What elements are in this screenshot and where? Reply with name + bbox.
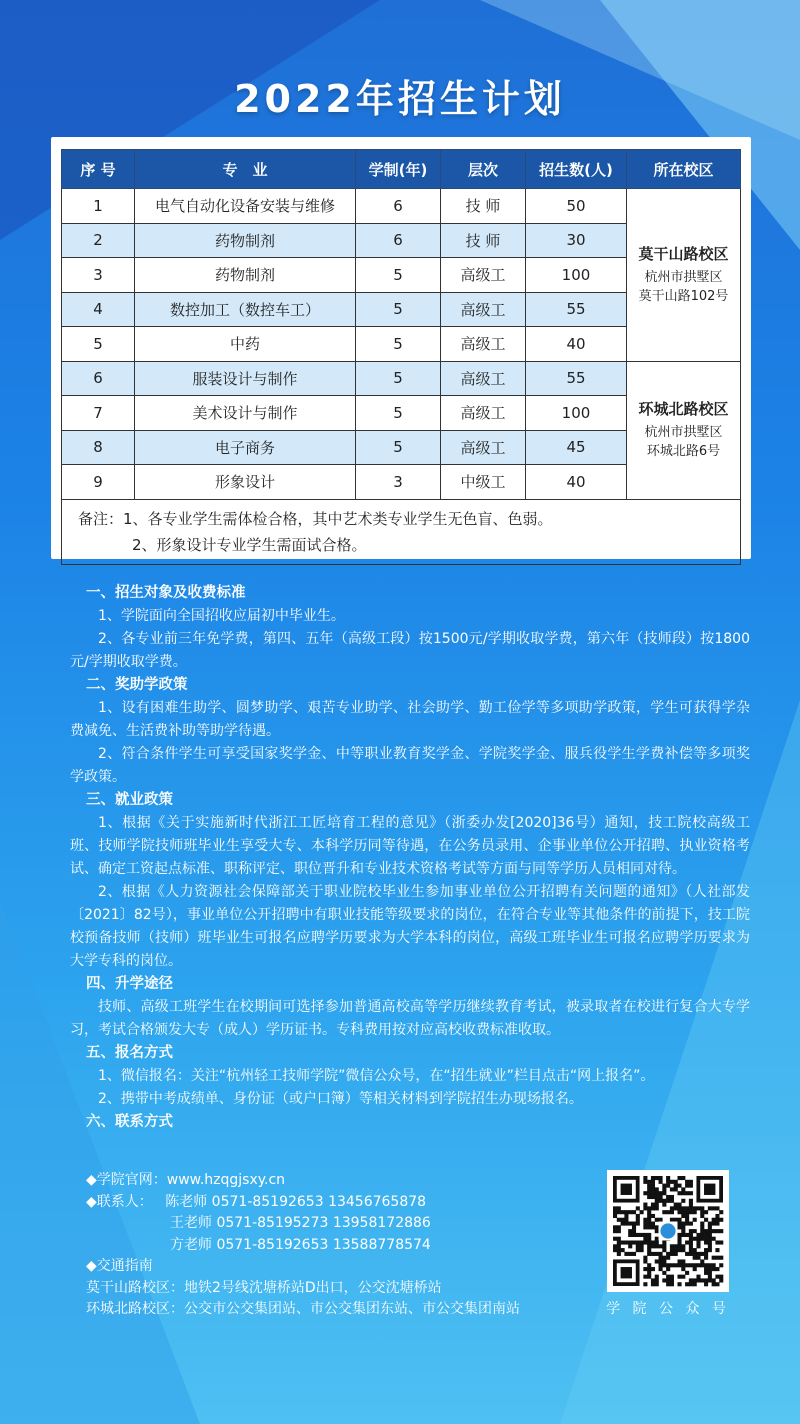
paragraph: 1、设有困难生助学、圆梦助学、艰苦专业助学、社会助学、勤工俭学等多项助学政策，学生可获得学杂费减免、生活费补助等助学待遇。 bbox=[70, 700, 750, 739]
header-major: 专 业 bbox=[135, 150, 356, 189]
cell-level: 高级工 bbox=[441, 292, 526, 327]
website: ◆学院官网：www.hzqgjsxy.cn bbox=[86, 1172, 286, 1188]
qr-caption: 学 院 公 众 号 bbox=[606, 1301, 730, 1317]
cell-level: 高级工 bbox=[441, 258, 526, 293]
cell-no: 3 bbox=[62, 258, 135, 293]
qr-code bbox=[607, 1170, 729, 1292]
header-campus: 所在校区 bbox=[627, 150, 741, 189]
cell-years: 5 bbox=[356, 361, 441, 396]
cell-years: 5 bbox=[356, 258, 441, 293]
campus-name: 莫干山路校区 bbox=[638, 245, 729, 263]
section-title: 二、奖助学政策 bbox=[86, 677, 188, 693]
traffic-line: 莫干山路校区：地铁2号线沈塘桥站D出口，公交沈塘桥站 bbox=[86, 1279, 442, 1296]
cell-no: 7 bbox=[62, 396, 135, 431]
cell-level: 高级工 bbox=[441, 396, 526, 431]
cell-count: 55 bbox=[526, 361, 627, 396]
cell-no: 5 bbox=[62, 327, 135, 362]
contact-person: 陈老师 0571-85192653 13456765878 bbox=[165, 1193, 427, 1210]
cell-level: 高级工 bbox=[441, 327, 526, 362]
cell-years: 6 bbox=[356, 189, 441, 224]
cell-major: 药物制剂 bbox=[135, 223, 356, 258]
contact-row bbox=[86, 1192, 596, 1214]
cell-no: 8 bbox=[62, 430, 135, 465]
paragraph: 2、携带中考成绩单、身份证（或户口簿）等相关材料到学院招生办现场报名。 bbox=[98, 1091, 583, 1107]
contact-person: 王老师 0571-85195273 13958172886 bbox=[170, 1215, 431, 1231]
campus-address-2: 环城北路6号 bbox=[646, 444, 721, 460]
cell-no: 6 bbox=[62, 361, 135, 396]
header-level: 层次 bbox=[441, 150, 526, 189]
cell-count: 55 bbox=[526, 292, 627, 327]
section-title: 三、就业政策 bbox=[86, 792, 173, 808]
cell-major: 形象设计 bbox=[135, 465, 356, 500]
campus-address-2: 莫干山路102号 bbox=[638, 289, 729, 304]
cell-major: 药物制剂 bbox=[135, 258, 356, 293]
campus-mogan bbox=[627, 189, 741, 362]
policy-content bbox=[70, 582, 750, 1134]
cell-major: 服装设计与制作 bbox=[135, 361, 356, 396]
paragraph: 1、微信报名：关注“杭州轻工技师学院”微信公众号，在“招生就业”栏目点击“网上报名”。 bbox=[98, 1068, 655, 1084]
paragraph: 2、各专业前三年免学费，第四、五年（高级工段）按1500元/学期收取学费，第六年（技师段）按1800元/学期收取学费。 bbox=[70, 631, 750, 670]
cell-years: 3 bbox=[356, 465, 441, 500]
paragraph: 2、符合条件学生可享受国家奖学金、中等职业教育奖学金、学院奖学金、服兵役学生学费补偿等多项奖学政策。 bbox=[70, 746, 750, 785]
section-title: 五、报名方式 bbox=[86, 1045, 173, 1061]
cell-years: 6 bbox=[356, 223, 441, 258]
cell-count: 100 bbox=[526, 396, 627, 431]
note-line-2: 2、形象设计专业学生需面试合格。 bbox=[132, 535, 367, 554]
cell-major: 电气自动化设备安装与维修 bbox=[135, 189, 356, 224]
qr-code-image bbox=[607, 1170, 729, 1292]
section-title: 六、联系方式 bbox=[86, 1114, 173, 1130]
section-title: 一、招生对象及收费标准 bbox=[86, 585, 246, 601]
cell-level: 中级工 bbox=[441, 465, 526, 500]
paragraph: 2、根据《人力资源社会保障部关于职业院校毕业生参加事业单位公开招聘有关问题的通知》（人社部发〔2021〕82号），事业单位公开招聘中有职业技能等级要求的岗位，在符合专业等其他条件的前提下，技工院校预备技师（技师）班毕业生可报名应聘学历要求为大学本科的岗位，高级工班毕业生可报名应聘学历要求为大学专科的岗位。 bbox=[70, 884, 750, 969]
plan-table-card bbox=[51, 137, 751, 559]
paragraph: 1、根据《关于实施新时代浙江工匠培育工程的意见》（浙委办发[2020]36号）通知，技工院校高级工班、技师学院技师班毕业生享受大专、本科学历同等待遇，在公务员录用、企事业单位公开招聘、执业资格考试、确定工资起点标准、职称评定、职位晋升和专业技术资格考试等方面与同等学历人员相同对待。 bbox=[70, 815, 750, 877]
cell-count: 40 bbox=[526, 327, 627, 362]
table-row bbox=[62, 361, 741, 396]
paragraph: 技师、高级工班学生在校期间可选择参加普通高校高等学历继续教育考试，被录取者在校进行复合大专学习，考试合格颁发大专（成人）学历证书。专科费用按对应高校收费标准收取。 bbox=[70, 999, 750, 1038]
cell-level: 高级工 bbox=[441, 361, 526, 396]
cell-no: 1 bbox=[62, 189, 135, 224]
cell-count: 40 bbox=[526, 465, 627, 500]
header-count: 招生数(人) bbox=[526, 150, 627, 189]
note-line-1: 备注：1、各专业学生需体检合格，其中艺术类专业学生无色盲、色弱。 bbox=[78, 509, 553, 528]
cell-no: 2 bbox=[62, 223, 135, 258]
cell-major: 美术设计与制作 bbox=[135, 396, 356, 431]
traffic-line: 环城北路校区：公交市公交集团站、市公交集团东站、市公交集团南站 bbox=[86, 1301, 520, 1317]
contact-info bbox=[86, 1170, 596, 1321]
campus-address-1: 杭州市拱墅区 bbox=[644, 269, 723, 285]
section-title: 四、升学途径 bbox=[86, 976, 173, 992]
campus-name: 环城北路校区 bbox=[638, 400, 729, 419]
campus-huancheng bbox=[627, 361, 741, 499]
cell-count: 50 bbox=[526, 189, 627, 224]
contacts-label: ◆联系人： bbox=[86, 1193, 153, 1210]
table-note bbox=[62, 499, 741, 564]
cell-major: 中药 bbox=[135, 327, 356, 362]
cell-count: 45 bbox=[526, 430, 627, 465]
cell-count: 30 bbox=[526, 223, 627, 258]
cell-count: 100 bbox=[526, 258, 627, 293]
header-years: 学制(年) bbox=[356, 150, 441, 189]
paragraph: 1、学院面向全国招收应届初中毕业生。 bbox=[98, 608, 345, 624]
cell-years: 5 bbox=[356, 430, 441, 465]
cell-major: 数控加工（数控车工） bbox=[135, 292, 356, 327]
plan-table bbox=[61, 149, 741, 565]
cell-level: 高级工 bbox=[441, 430, 526, 465]
table-note-row bbox=[62, 499, 741, 564]
table-header-row bbox=[62, 150, 741, 189]
traffic-title: ◆交通指南 bbox=[86, 1258, 153, 1274]
contact-person: 方老师 0571-85192653 13588778574 bbox=[170, 1236, 431, 1253]
campus-address-1: 杭州市拱墅区 bbox=[644, 424, 723, 440]
cell-years: 5 bbox=[356, 327, 441, 362]
header-no: 序 号 bbox=[62, 150, 135, 189]
cell-major: 电子商务 bbox=[135, 430, 356, 465]
cell-no: 4 bbox=[62, 292, 135, 327]
cell-no: 9 bbox=[62, 465, 135, 500]
cell-years: 5 bbox=[356, 292, 441, 327]
cell-level: 技 师 bbox=[441, 189, 526, 224]
page-title: 2022年招生计划 bbox=[234, 77, 566, 121]
cell-level: 技 师 bbox=[441, 223, 526, 258]
cell-years: 5 bbox=[356, 396, 441, 431]
table-row bbox=[62, 189, 741, 224]
